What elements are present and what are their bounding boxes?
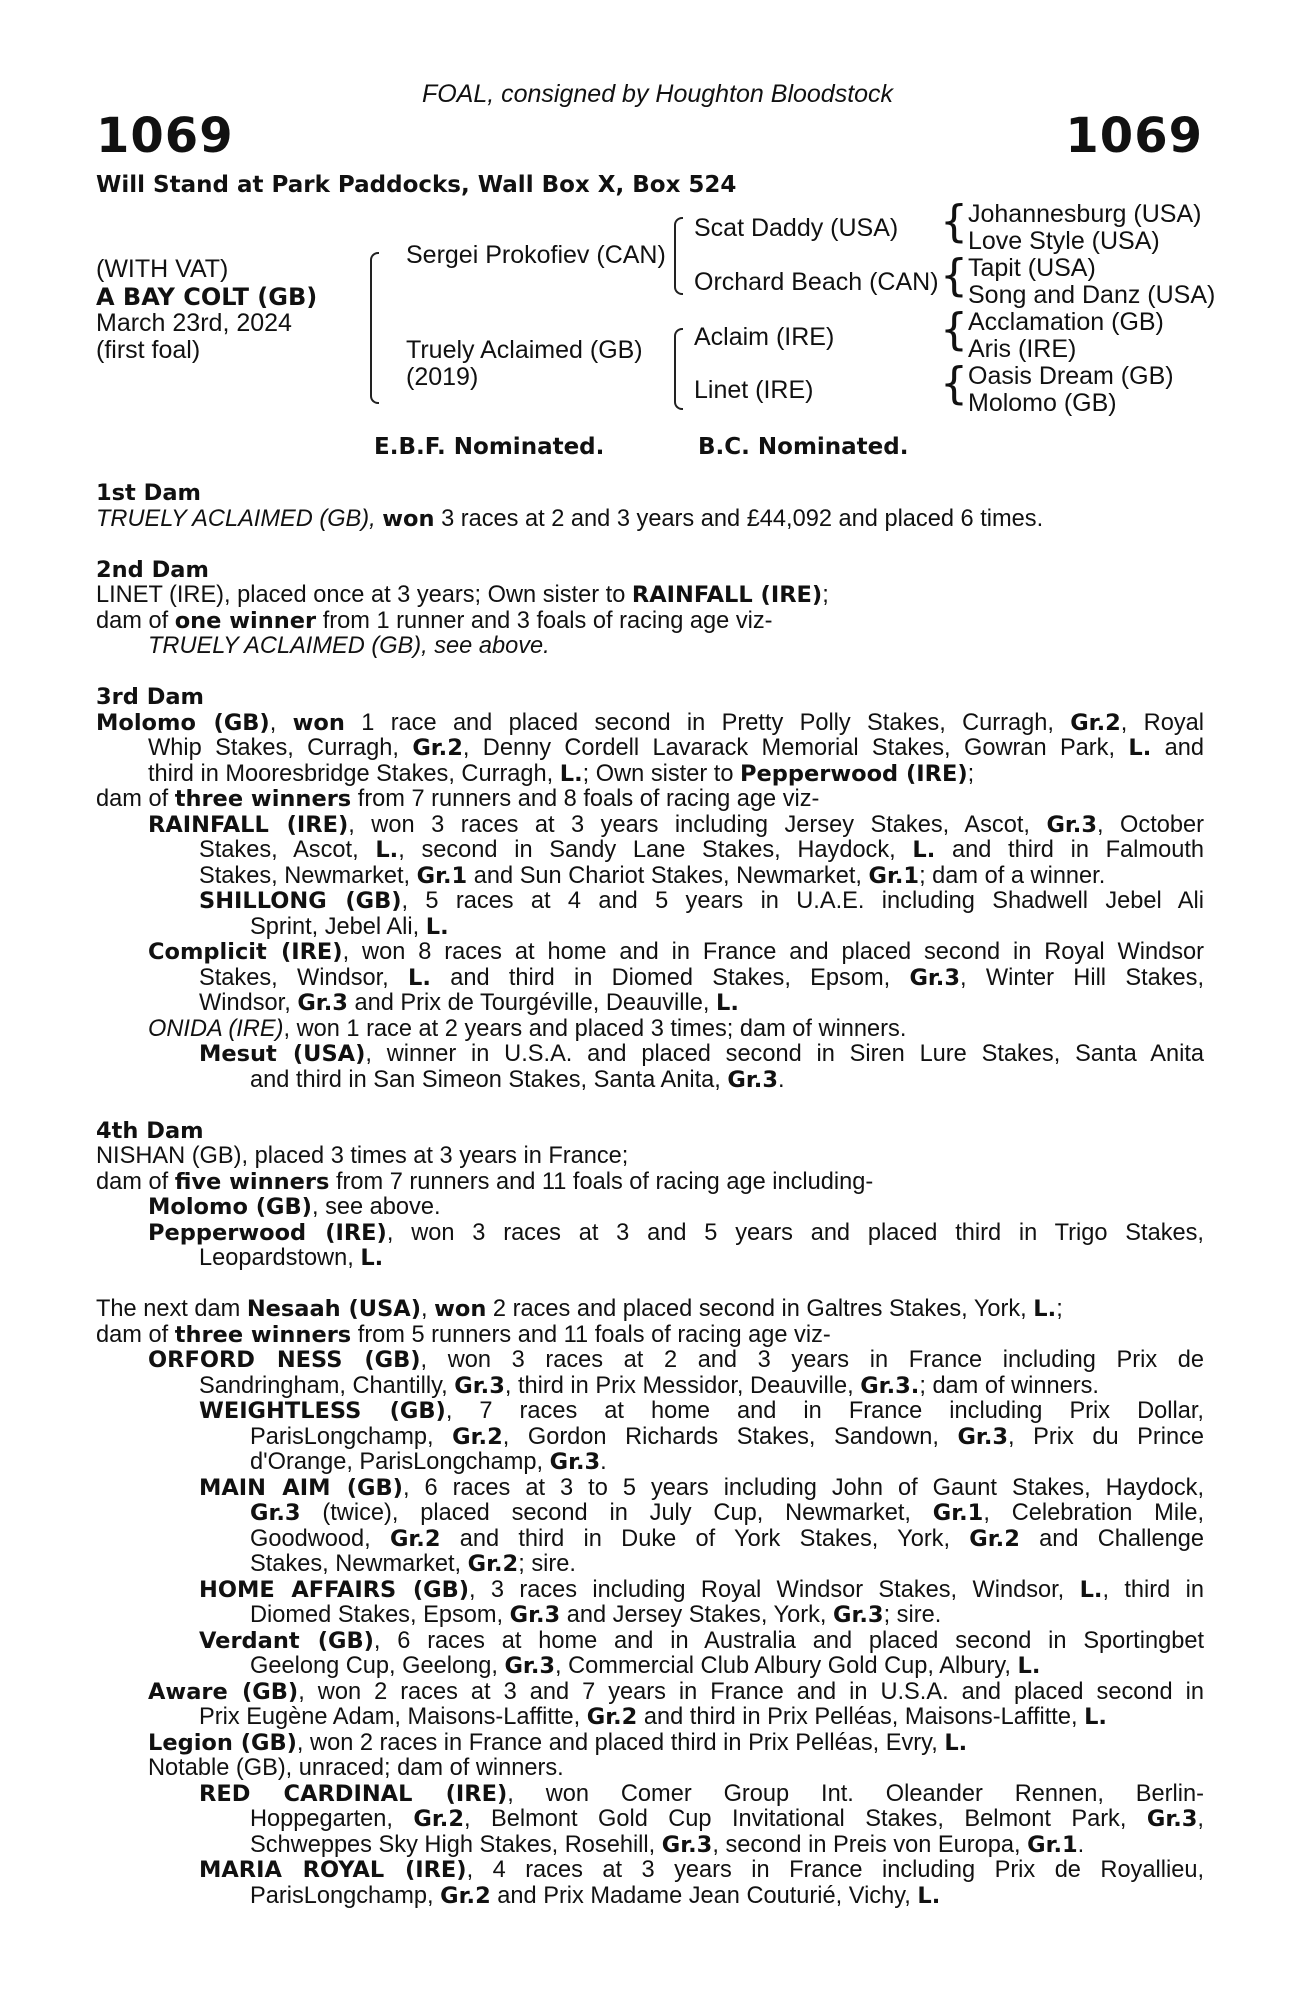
bold-run: five winners — [174, 1168, 330, 1195]
text-run: , 4 races at 3 years in France including Prix de Royallieu, — [466, 1857, 1205, 1883]
text-run: , Denny Cordell Lavarack Memorial Stakes, Gowran Park, — [462, 735, 1129, 761]
bold-run: Gr.1 — [416, 862, 468, 889]
section-heading: 3rd Dam — [96, 684, 204, 710]
bold-run: RAINFALL (IRE) — [148, 811, 349, 838]
text-run: (twice), placed second in July Cup, Newmarket, — [300, 1500, 933, 1526]
text-run: 2 races and placed second in Galtres Stakes, York, — [486, 1296, 1034, 1322]
text-run: dam of — [96, 786, 175, 812]
text-run: Stakes, Newmarket, — [199, 862, 417, 889]
text-line — [96, 864, 1204, 890]
pedigree-dam-year: (2019) — [406, 363, 479, 391]
text-run: , Belmont Gold Cup Invitational Stakes, Belmont Park, — [463, 1806, 1147, 1832]
text-run: , — [269, 709, 293, 736]
text-line — [96, 609, 1204, 635]
bold-run: Gr.1 — [932, 1500, 984, 1526]
text-line — [96, 1578, 1204, 1604]
text-line — [96, 1323, 1204, 1349]
text-run: Stakes, Windsor, — [199, 964, 409, 991]
text-run: Diomed Stakes, Epsom, — [250, 1602, 510, 1628]
pedigree-brace-g3-2: { — [940, 250, 968, 301]
section-heading: 2nd Dam — [96, 556, 209, 583]
bold-run: Molomo (GB) — [96, 709, 270, 736]
bold-run: L. — [559, 760, 583, 787]
bc-nominated: B.C. Nominated. — [698, 434, 909, 460]
text-line — [96, 1731, 1204, 1757]
bold-run: won — [292, 709, 345, 736]
bold-run: L. — [917, 1882, 941, 1909]
pedigree-dam: Truely Aclaimed (GB) — [406, 336, 643, 364]
text-line — [96, 915, 1204, 941]
text-run: and Jersey Stakes, York, — [560, 1602, 833, 1628]
text-line — [96, 966, 1204, 992]
bold-run: Gr.2 — [969, 1525, 1020, 1552]
text-line — [96, 1858, 1204, 1884]
text-run: , — [1197, 1806, 1204, 1832]
bold-run: Gr.2 — [467, 1551, 519, 1577]
bold-run: Gr.2 — [412, 735, 463, 761]
vat-note: (WITH VAT) — [96, 255, 229, 283]
text-run: and Sun Chariot Stakes, Newmarket, — [467, 862, 869, 889]
text-line — [96, 1170, 1204, 1196]
text-run: , October — [1097, 811, 1204, 838]
lot-number-right: 1069 — [1065, 108, 1203, 164]
text-line — [96, 1527, 1204, 1553]
text-run: ; sire. — [883, 1602, 942, 1628]
text-line — [96, 889, 1204, 915]
bold-run: L. — [1033, 1296, 1057, 1322]
text-run: , won 2 races in France and placed third in Prix Pelléas, Evry, — [296, 1729, 945, 1756]
text-run: , 6 races at 3 to 5 years including John of Gaunt Stakes, Haydock, — [402, 1474, 1205, 1501]
text-run: ; — [1056, 1296, 1063, 1322]
text-run: , Royal — [1120, 709, 1204, 736]
text-run: ParisLongchamp, — [250, 1423, 453, 1450]
pedigree-brace-g3-1: { — [940, 196, 968, 247]
catalogue-subtitle: FOAL, consigned by Houghton Bloodstock — [421, 80, 894, 108]
text-run: and third in Duke of York Stakes, York, — [440, 1525, 970, 1552]
text-run: 1 race and placed second in Pretty Polly Stakes, Curragh, — [344, 709, 1071, 736]
bold-run: Gr.3 — [250, 1500, 301, 1526]
bold-run: L. — [1084, 1704, 1107, 1730]
text-line — [96, 1450, 1204, 1476]
bold-run: L. — [1079, 1576, 1103, 1603]
text-run: LINET (IRE), placed once at 3 years; Own sister to — [96, 582, 632, 608]
pedigree-dsd: Aris (IRE) — [968, 335, 1077, 363]
bold-run: Nesaah (USA) — [246, 1296, 421, 1322]
bold-run: L. — [360, 1245, 384, 1271]
pedigree-brace-g3-3: { — [940, 304, 968, 355]
text-line — [96, 1221, 1204, 1247]
text-run: and third in Falmouth — [935, 837, 1204, 863]
text-run: from 7 runners and 8 foals of racing age viz- — [351, 786, 820, 812]
bold-run: L. — [375, 837, 399, 863]
text-line — [96, 813, 1204, 839]
bold-run: Complicit (IRE) — [148, 939, 343, 965]
text-run: , won Comer Group Int. Oleander Rennen, Berlin- — [507, 1780, 1204, 1807]
text-line — [96, 711, 1204, 737]
text-run: from 5 runners and 11 foals of racing age viz- — [351, 1321, 831, 1348]
text-run: and Prix de Tourgéville, Deauville, — [347, 990, 716, 1016]
text-run: , Celebration Mile, — [983, 1500, 1204, 1526]
lot-number-left: 1069 — [96, 108, 234, 164]
text-run: , won 8 races at home and in France and placed second in Royal Windsor — [342, 939, 1205, 965]
text-run: ; — [967, 760, 975, 787]
text-run: . — [600, 1449, 607, 1475]
bold-run: won — [382, 505, 435, 532]
pedigree-sss: Johannesburg (USA) — [968, 200, 1202, 228]
text-line — [96, 1629, 1204, 1655]
text-run: . — [1077, 1831, 1085, 1858]
pedigree-sire-sire: Scat Daddy (USA) — [694, 214, 899, 242]
text-line — [96, 507, 1204, 533]
text-run: and Challenge — [1019, 1525, 1204, 1552]
pedigree-brace-sire — [674, 217, 683, 295]
italic-run: TRUELY ACLAIMED (GB), see above. — [148, 633, 550, 659]
text-line — [96, 1476, 1204, 1502]
text-run: , third in Prix Messidor, Deauville, — [504, 1372, 861, 1399]
text-run: Sandringham, Chantilly, — [199, 1372, 455, 1399]
bold-run: Molomo (GB) — [148, 1194, 312, 1220]
text-run: , won 1 race at 2 years and placed 3 times; dam of winners. — [283, 1015, 907, 1042]
text-line — [96, 1756, 1204, 1782]
text-run: ; Own sister to — [582, 760, 741, 787]
text-run: Windsor, — [199, 990, 298, 1016]
text-line — [96, 634, 1204, 660]
bold-run: three winners — [174, 786, 352, 812]
text-run: Stakes, Newmarket, — [250, 1551, 468, 1577]
text-run: Whip Stakes, Curragh, — [148, 735, 413, 761]
pedigree-sds: Tapit (USA) — [968, 254, 1096, 282]
text-run: , won 3 races at 3 and 5 years and placed third in Trigo Stakes, — [386, 1219, 1204, 1246]
text-line — [96, 1807, 1204, 1833]
text-line — [96, 1348, 1204, 1374]
text-run: Prix Eugène Adam, Maisons-Laffitte, — [199, 1704, 587, 1730]
pedigree-brace-dam — [674, 328, 683, 410]
bold-run: Gr.2 — [1070, 709, 1121, 736]
text-line — [96, 838, 1204, 864]
text-run: and third in Prix Pelléas, Maisons-Laffitte, — [637, 1704, 1085, 1730]
bold-run: RED CARDINAL (IRE) — [199, 1780, 508, 1807]
text-line — [96, 1603, 1204, 1629]
text-line — [96, 1374, 1204, 1400]
text-line — [96, 1297, 1204, 1323]
text-line — [96, 1144, 1204, 1170]
text-run: , winner in U.S.A. and placed second in Siren Lure Stakes, Santa Anita — [365, 1041, 1204, 1067]
bold-run: MARIA ROYAL (IRE) — [199, 1857, 467, 1883]
text-run: 3 races at 2 and 3 years and £44,092 and placed 6 times. — [434, 505, 1044, 532]
bold-run: Gr.3 — [454, 1372, 505, 1399]
pedigree-sire-dam: Orchard Beach (CAN) — [694, 268, 939, 296]
pedigree-ssd: Love Style (USA) — [968, 227, 1160, 255]
bold-run: Gr.3 — [549, 1449, 601, 1475]
bold-run: RAINFALL (IRE) — [631, 582, 823, 608]
dam-section — [96, 685, 1204, 1093]
bold-run: Gr.3 — [509, 1602, 561, 1628]
bold-run: L. — [912, 837, 936, 863]
text-line — [96, 1705, 1204, 1731]
bold-run: ORFORD NESS (GB) — [148, 1347, 421, 1373]
dam-section — [96, 1297, 1204, 1909]
text-line — [96, 787, 1204, 813]
bold-run: Gr.3 — [833, 1602, 884, 1628]
text-run: , Prix du Prince — [1008, 1423, 1204, 1450]
text-run: Notable (GB), unraced; dam of winners. — [148, 1755, 564, 1781]
text-run: NISHAN (GB), placed 3 times at 3 years in France; — [96, 1143, 629, 1169]
text-run: ; — [822, 582, 829, 608]
text-run: , won 3 races at 3 years including Jersey Stakes, Ascot, — [348, 811, 1047, 838]
bold-run: Pepperwood (IRE) — [740, 760, 968, 787]
ebf-nominated: E.B.F. Nominated. — [374, 434, 605, 460]
bold-run: L. — [408, 964, 431, 991]
text-line — [96, 1552, 1204, 1578]
text-run: , — [420, 1296, 435, 1322]
bold-run: Gr.3 — [661, 1831, 713, 1858]
text-run: , Winter Hill Stakes, — [960, 964, 1205, 991]
bold-run: three winners — [174, 1321, 352, 1348]
text-line — [96, 940, 1204, 966]
text-run: and — [1151, 735, 1204, 761]
text-run: Schweppes Sky High Stakes, Rosehill, — [250, 1831, 662, 1858]
pedigree-brace-g3-4: { — [940, 358, 968, 409]
bold-run: Gr.2 — [586, 1704, 638, 1730]
text-run: , Commercial Club Albury Gold Cup, Albury, — [555, 1653, 1018, 1679]
italic-run: ONIDA (IRE) — [148, 1015, 284, 1042]
text-run: Geelong Cup, Geelong, — [250, 1653, 505, 1679]
text-run: ; dam of a winner. — [919, 862, 1106, 889]
bold-run: won — [434, 1296, 487, 1322]
pedigree-dam-sire: Aclaim (IRE) — [694, 323, 835, 351]
text-run: , 5 races at 4 and 5 years in U.A.E. including Shadwell Jebel Ali — [401, 888, 1204, 914]
bold-run: one winner — [174, 607, 317, 634]
section-heading: 4th Dam — [96, 1117, 204, 1144]
bold-run: Gr.2 — [440, 1882, 491, 1909]
bold-run: Gr.2 — [452, 1423, 503, 1450]
pedigree-dds: Oasis Dream (GB) — [968, 362, 1174, 390]
text-line — [96, 583, 1204, 609]
text-run: , third in — [1102, 1576, 1204, 1603]
bold-run: L. — [1017, 1653, 1041, 1679]
pedigree-sire: Sergei Prokofiev (CAN) — [406, 241, 666, 269]
pedigree-brace-gen1 — [370, 252, 379, 404]
stand-location: Will Stand at Park Paddocks, Wall Box X, Box 524 — [96, 172, 737, 198]
dam-section — [96, 1119, 1204, 1272]
bold-run: Gr.3 — [1146, 1806, 1198, 1832]
text-line — [96, 1195, 1204, 1221]
text-run: Goodwood, — [250, 1525, 390, 1552]
bold-run: HOME AFFAIRS (GB) — [199, 1576, 470, 1603]
bold-run: Aware (GB) — [148, 1678, 299, 1705]
bold-run: Gr.2 — [389, 1525, 441, 1552]
bold-run: L. — [1128, 735, 1152, 761]
text-run: , second in Sandy Lane Stakes, Haydock, — [398, 837, 913, 863]
text-run: Stakes, Ascot, — [199, 837, 376, 863]
text-run: The next dam — [96, 1296, 247, 1322]
bold-run: Verdant (GB) — [199, 1627, 374, 1654]
text-line — [96, 1042, 1204, 1068]
text-line — [96, 1680, 1204, 1706]
text-run: ; sire. — [518, 1551, 576, 1577]
bold-run: Gr.3 — [909, 964, 961, 991]
text-line — [96, 1399, 1204, 1425]
text-line — [96, 1782, 1204, 1808]
bold-run: Gr.3. — [860, 1372, 920, 1399]
text-run: , 6 races at home and in Australia and placed second in Sportingbet — [373, 1627, 1204, 1654]
bold-run: Gr.3 — [727, 1066, 778, 1093]
text-run: and third in Diomed Stakes, Epsom, — [430, 964, 910, 991]
text-line — [96, 1017, 1204, 1043]
italic-run: TRUELY ACLAIMED (GB), — [96, 505, 383, 532]
bold-run: Gr.1 — [868, 862, 920, 889]
text-line — [96, 1068, 1204, 1094]
text-run: , see above. — [311, 1194, 441, 1220]
bold-run: WEIGHTLESS (GB) — [199, 1398, 446, 1424]
text-run: , won 2 races at 3 and 7 years in France and in U.S.A. and placed second in — [298, 1678, 1204, 1705]
pedigree-dss: Acclamation (GB) — [968, 308, 1164, 336]
text-run: , Gordon Richards Stakes, Sandown, — [502, 1423, 958, 1450]
text-run: Hoppegarten, — [250, 1806, 414, 1832]
text-line — [96, 1654, 1204, 1680]
text-line — [96, 1501, 1204, 1527]
text-run: dam of — [96, 1321, 175, 1348]
text-run: third in Mooresbridge Stakes, Curragh, — [148, 760, 560, 787]
text-run: and third in San Simeon Stakes, Santa Anita, — [250, 1066, 728, 1093]
text-run: dam of — [96, 607, 175, 634]
text-line — [96, 1425, 1204, 1451]
bold-run: L. — [944, 1729, 968, 1756]
text-run: Leopardstown, — [199, 1245, 361, 1271]
text-line — [96, 991, 1204, 1017]
bold-run: SHILLONG (GB) — [199, 888, 402, 914]
bold-run: L. — [425, 913, 449, 940]
text-run: , 7 races at home and in France including Prix Dollar, — [445, 1398, 1204, 1424]
section-heading: 1st Dam — [96, 480, 201, 506]
dam-section — [96, 558, 1204, 660]
horse-note: (first foal) — [96, 336, 201, 364]
pedigree-sdd: Song and Danz (USA) — [968, 281, 1216, 309]
text-run: , won 3 races at 2 and 3 years in France including Prix de — [420, 1347, 1204, 1373]
bold-run: MAIN AIM (GB) — [199, 1474, 403, 1501]
bold-run: Gr.3 — [1046, 811, 1097, 838]
text-run: Sprint, Jebel Ali, — [250, 913, 426, 940]
text-run: and Prix Madame Jean Couturié, Vichy, — [490, 1882, 918, 1909]
bold-run: Pepperwood (IRE) — [148, 1219, 387, 1246]
text-run: dam of — [96, 1168, 175, 1195]
text-run: . — [777, 1066, 785, 1093]
family-pages-body — [96, 481, 1204, 1909]
text-line — [96, 762, 1204, 788]
pedigree-ddd: Molomo (GB) — [968, 389, 1117, 417]
bold-run: Gr.1 — [1027, 1831, 1078, 1858]
bold-run: Mesut (USA) — [199, 1041, 366, 1067]
horse-dob: March 23rd, 2024 — [96, 309, 292, 337]
text-line — [96, 736, 1204, 762]
dam-section — [96, 481, 1204, 532]
text-run: ; dam of winners. — [919, 1372, 1099, 1399]
text-run: , 3 races including Royal Windsor Stakes, Windsor, — [469, 1576, 1080, 1603]
text-line — [96, 1246, 1204, 1272]
bold-run: Legion (GB) — [148, 1729, 297, 1756]
text-run: , second in Preis von Europa, — [712, 1831, 1028, 1858]
bold-run: Gr.3 — [504, 1653, 556, 1679]
text-line — [96, 1884, 1204, 1910]
text-run: d'Orange, ParisLongchamp, — [250, 1449, 550, 1475]
text-run: from 1 runner and 3 foals of racing age viz- — [316, 607, 773, 634]
text-run: ParisLongchamp, — [250, 1882, 441, 1909]
bold-run: L. — [716, 990, 739, 1016]
bold-run: Gr.2 — [413, 1806, 464, 1832]
bold-run: Gr.3 — [957, 1423, 1009, 1450]
text-run: from 7 runners and 11 foals of racing age including- — [329, 1168, 874, 1195]
pedigree-dam-dam: Linet (IRE) — [694, 376, 814, 404]
text-line — [96, 1833, 1204, 1859]
horse-name: A BAY COLT (GB) — [96, 283, 318, 311]
bold-run: Gr.3 — [297, 990, 348, 1016]
